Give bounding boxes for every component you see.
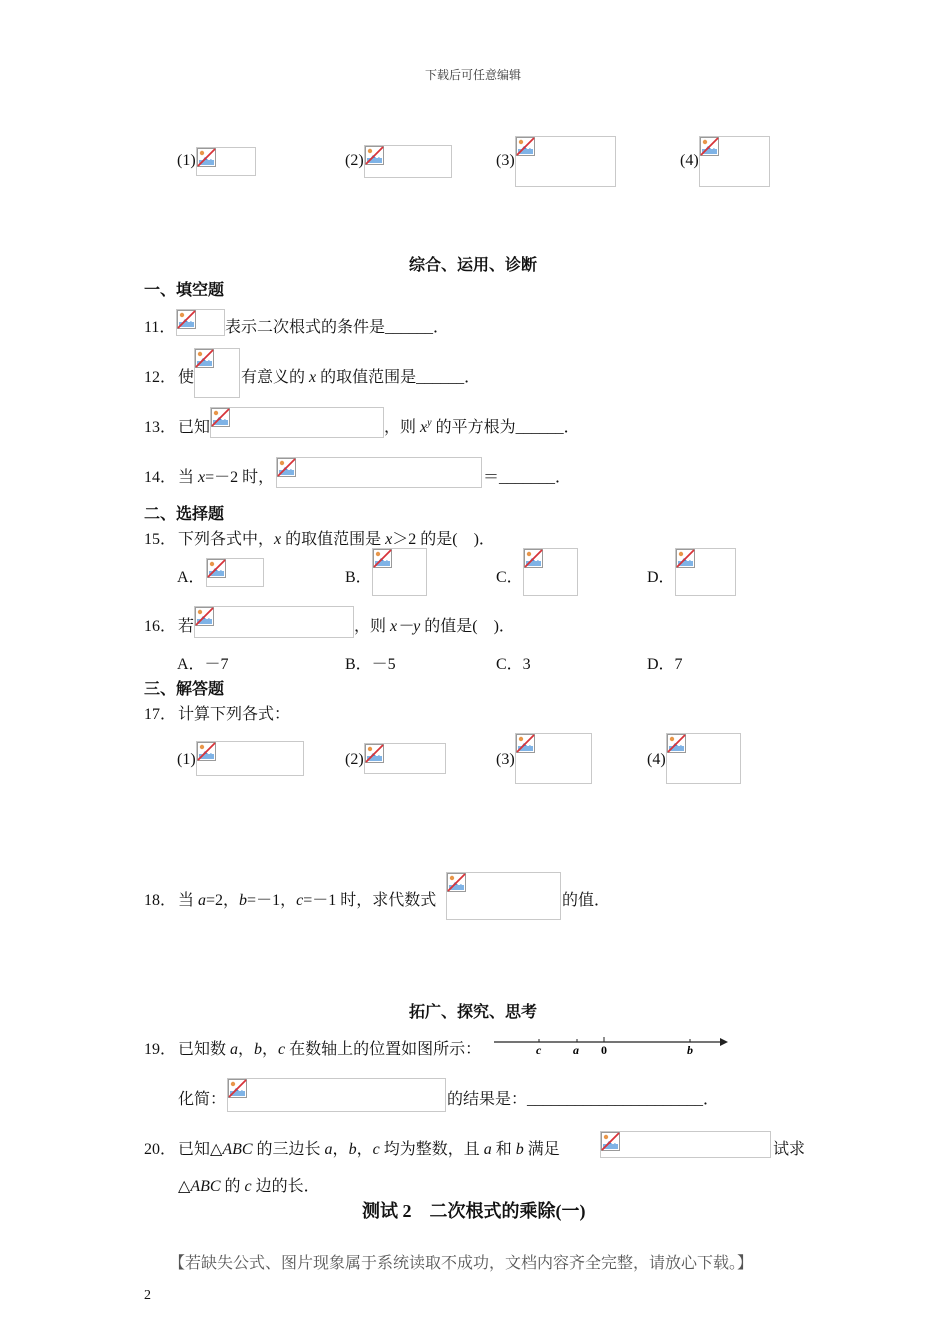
q13-pre: 已知: [178, 419, 211, 436]
q20-t3: 和: [491, 1141, 516, 1158]
q12-pre: 使: [178, 369, 195, 386]
q16-var: x－y: [390, 618, 421, 635]
q17-number: 17．: [144, 706, 177, 723]
q20-b2: b: [515, 1141, 524, 1158]
q16-option-c: C．3: [496, 656, 531, 673]
q17-label-3: (3): [496, 751, 515, 768]
q20-abc: ABC: [222, 1141, 253, 1158]
q15-var2: x: [385, 531, 393, 548]
q20-c: c: [372, 1141, 380, 1158]
axis-label-b: b: [687, 1043, 693, 1057]
q20-text: [178, 1136, 560, 1159]
q19-sep1: ，: [238, 1041, 255, 1058]
q20-s2: ，: [356, 1141, 373, 1158]
q11-text: 表示二次根式的条件是______．: [225, 319, 450, 336]
q15-option-d: D．: [647, 569, 675, 586]
formula-image: [446, 872, 561, 920]
arrow-icon: [720, 1038, 728, 1046]
broken-image-icon: [365, 744, 384, 763]
q14-pre-text: 当: [178, 469, 199, 486]
q15-text-c: ＞2 的是( )．: [392, 531, 495, 548]
q12-var: x: [309, 369, 317, 386]
q16-pre: 若: [178, 618, 195, 635]
broken-image-icon: [195, 607, 214, 626]
q16-text-b: 的值是( )．: [420, 618, 515, 635]
q15-option-c: C．: [496, 569, 523, 586]
q20-a: a: [324, 1141, 333, 1158]
q12-text-a: 有意义的: [241, 369, 310, 386]
formula-image: [523, 548, 578, 596]
q15-var: x: [274, 531, 282, 548]
top-label-1: (1): [177, 152, 196, 169]
q20-pre: 已知△: [178, 1141, 223, 1158]
q20-line2-c: c: [244, 1178, 252, 1195]
broken-image-icon: [197, 742, 216, 761]
q14-text-a: =－2 时，: [205, 469, 275, 486]
q18-t1: =2，: [206, 892, 240, 909]
q15-text: [178, 526, 495, 549]
q20-post: 试求: [773, 1141, 806, 1158]
q18-t3: =－1 时，求代数式: [303, 892, 437, 909]
q19-sep2: ，: [262, 1041, 279, 1058]
q20-b: b: [348, 1141, 357, 1158]
q13-sup: y: [427, 417, 432, 429]
q17-label-1: (1): [177, 751, 196, 768]
q20-a2: a: [483, 1141, 492, 1158]
q15-text-a: 下列各式中，: [178, 531, 275, 548]
q15-number: 15．: [144, 531, 177, 548]
broken-image-icon: [667, 734, 686, 753]
q19-simplify: 化简：: [178, 1091, 227, 1108]
broken-image-icon: [516, 137, 535, 156]
page-number: 2: [144, 1288, 151, 1303]
part-title-fill-in: 一、填空题: [144, 282, 225, 299]
formula-image: [675, 548, 736, 596]
missing-content-notice: 【若缺失公式、图片现象属于系统读取不成功，文档内容齐全完整，请放心下载。】: [169, 1255, 754, 1272]
q16-text: [354, 613, 515, 636]
q19-text: [178, 1036, 481, 1059]
q17-text: 计算下列各式：: [178, 706, 291, 723]
q11-number: 11．: [144, 319, 176, 336]
q14-number: 14．: [144, 469, 177, 486]
broken-image-icon: [700, 137, 719, 156]
q12-text: [241, 364, 480, 387]
q13-text-a: ，则: [384, 419, 421, 436]
broken-image-icon: [195, 349, 214, 368]
formula-image: [515, 733, 592, 784]
formula-image: [515, 136, 616, 187]
broken-image-icon: [277, 458, 296, 477]
q13-text: [384, 414, 580, 437]
q15-option-a: A．: [177, 569, 205, 586]
q16-text-a: ，则: [354, 618, 391, 635]
q19-result: 的结果是：______________________．: [447, 1091, 720, 1108]
formula-image: [196, 741, 304, 776]
q20-line2-t: 的: [220, 1178, 245, 1195]
q18-text: [178, 887, 436, 910]
q18-number: 18．: [144, 892, 177, 909]
page-header: 下载后可任意编辑: [425, 68, 522, 82]
q20-line2-pre: △: [178, 1178, 191, 1195]
broken-image-icon: [177, 310, 196, 329]
broken-image-icon: [676, 549, 695, 568]
broken-image-icon: [601, 1132, 620, 1151]
formula-image: [372, 548, 427, 596]
q19-pre: 已知数: [178, 1041, 231, 1058]
formula-image: [600, 1131, 771, 1158]
section-title-comprehensive: 综合、运用、诊断: [409, 257, 538, 274]
formula-image: [194, 348, 240, 398]
formula-image: [227, 1078, 446, 1112]
q14-var: x: [198, 469, 206, 486]
formula-image: [364, 743, 446, 774]
q19-a: a: [230, 1041, 239, 1058]
q14-text-b: ＝_______．: [483, 469, 572, 486]
broken-image-icon: [211, 408, 230, 427]
q13-text-b: 的平方根为______．: [431, 419, 580, 436]
q16-option-d: D．7: [647, 656, 683, 673]
part-title-choice: 二、选择题: [144, 506, 225, 523]
number-line-figure: [492, 1032, 734, 1060]
q18-t2: =－1，: [247, 892, 297, 909]
broken-image-icon: [447, 873, 466, 892]
top-label-4: (4): [680, 152, 699, 169]
q20-number: 20．: [144, 1141, 177, 1158]
q20-line2-post: 边的长．: [251, 1178, 320, 1195]
q13-var: x: [420, 419, 428, 436]
section-title-extend: 拓广、探究、思考: [409, 1004, 538, 1021]
broken-image-icon: [516, 734, 535, 753]
broken-image-icon: [373, 549, 392, 568]
q18-post: 的值．: [562, 892, 611, 909]
formula-image: [176, 309, 225, 336]
q18-a: a: [198, 892, 207, 909]
broken-image-icon: [365, 146, 384, 165]
formula-image: [206, 558, 264, 587]
formula-image: [364, 145, 452, 178]
q16-option-a: A．－7: [177, 656, 229, 673]
q15-text-b: 的取值范围是: [281, 531, 386, 548]
axis-label-zero: 0: [601, 1043, 607, 1057]
broken-image-icon: [228, 1079, 247, 1098]
test2-title: 测试 2 二次根式的乘除(一): [362, 1201, 586, 1221]
q18-b: b: [239, 892, 248, 909]
broken-image-icon: [524, 549, 543, 568]
broken-image-icon: [197, 148, 216, 167]
q12-text-b: 的取值范围是______．: [316, 369, 481, 386]
q20-line2: [178, 1173, 320, 1196]
part-title-answer: 三、解答题: [144, 681, 225, 698]
formula-image: [666, 733, 741, 784]
top-label-3: (3): [496, 152, 515, 169]
q13-number: 13．: [144, 419, 177, 436]
broken-image-icon: [207, 559, 226, 578]
top-label-2: (2): [345, 152, 364, 169]
q20-t2: 均为整数，且: [379, 1141, 484, 1158]
q18-c: c: [296, 892, 304, 909]
q19-c: c: [278, 1041, 286, 1058]
q19-b: b: [254, 1041, 263, 1058]
formula-image: [196, 147, 256, 176]
q18-pre: 当: [178, 892, 199, 909]
q17-label-4: (4): [647, 751, 666, 768]
axis-label-a: a: [573, 1043, 579, 1057]
formula-image: [699, 136, 770, 187]
q15-option-b: B．: [345, 569, 372, 586]
q14-pre: [178, 464, 274, 487]
q16-number: 16．: [144, 618, 177, 635]
q20-t4: 满足: [523, 1141, 560, 1158]
formula-image: [194, 606, 354, 638]
axis-label-c: c: [536, 1043, 542, 1057]
q19-desc: 在数轴上的位置如图所示：: [285, 1041, 482, 1058]
q12-number: 12．: [144, 369, 177, 386]
formula-image: [210, 407, 384, 438]
formula-image: [276, 457, 482, 488]
q17-label-2: (2): [345, 751, 364, 768]
q19-number: 19．: [144, 1041, 177, 1058]
q16-option-b: B．－5: [345, 656, 396, 673]
q20-t1: 的三边长: [252, 1141, 325, 1158]
q20-s1: ，: [332, 1141, 349, 1158]
q20-line2-abc: ABC: [190, 1178, 221, 1195]
